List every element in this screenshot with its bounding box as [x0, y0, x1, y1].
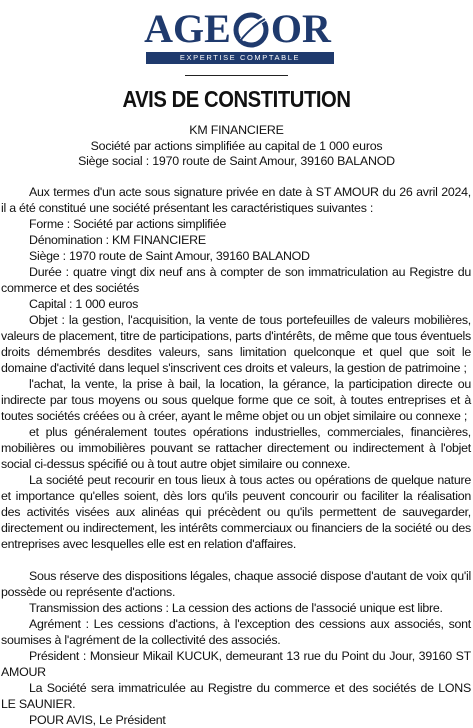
paragraph-registration: La Société sera immatriculée au Registre du commerce et des sociétés de LONS LE SAUNIER. [1, 681, 471, 711]
paragraph-transfer: Transmission des actions : La cession des actions de l'associé unique est libre. [29, 601, 443, 615]
paragraph-approval: Agrément : Les cessions d'actions, à l'exception des cessions aux associés, sont soumises à l'agrément de la collectivité des associés. [1, 617, 471, 647]
paragraph-duration: Durée : quatre vingt dix neuf ans à compter de son immatriculation au Registre du commerce et des sociétés [1, 265, 471, 295]
logo-tagline: EXPERTISE COMPTABLE [146, 52, 334, 64]
notice-title: AVIS DE CONSTITUTION [122, 86, 351, 112]
logo-word-right: OR [270, 6, 331, 51]
paragraph-form: Forme : Société par actions simplifiée [29, 217, 227, 231]
company-header [0, 123, 473, 170]
paragraph-intro: Aux termes d'un acte sous signature privée en date à ST AMOUR du 26 avril 2024, il a été constitué une société présentant les caractéristiques suivantes : [1, 185, 471, 215]
paragraph-object: Objet : la gestion, l'acquisition, la vente de tous portefeuilles de valeurs mobilières, valeurs de placement, titre de participations, parts d'intérêts, de même que tous éventuels droits démembrés desdites valeurs, sans limitation quelconque et quel que soit le domaine d'activité dans lequel s'inscrivent ces droits et valeurs, la gestion de patrimoine ; [1, 313, 472, 375]
paragraph-signature: POUR AVIS, Le Président [29, 713, 166, 727]
logo-word-left: AGE [144, 6, 231, 51]
paragraph-president: Président : Monsieur Mikail KUCUK, demeurant 13 rue du Point du Jour, 39160 ST AMOUR [1, 649, 471, 679]
paragraph-name: Dénomination : KM FINANCIERE [29, 233, 206, 247]
agecor-logo [140, 6, 335, 66]
paragraph-spacer [1, 552, 471, 568]
company-name: KM FINANCIERE [189, 123, 284, 137]
paragraph-object-3: et plus généralement toutes opérations industrielles, commerciales, financières, mobilières ou immobilières pouvant se rattacher directement ou indirectement à l'objet social ci-dessus spécifié ou à tout autre objet similaire ou connexe. [1, 425, 471, 471]
title-divider [185, 75, 288, 76]
logo-wordmark [140, 6, 335, 52]
paragraph-capital: Capital : 1 000 euros [29, 297, 139, 311]
paragraph-object-2: l'achat, la vente, la prise à bail, la location, la gérance, la participation directe ou indirecte par tous moyens ou sous quelque forme que ce soit, à toutes entreprises et à toutes sociétés créées ou à créer, ayant le même objet ou un objet similaire ou connexe ; [1, 377, 471, 423]
company-legal-form: Société par actions simplifiée au capital de 1 000 euros [90, 138, 383, 153]
notice-body [1, 184, 471, 728]
company-seat: Siège social : 1970 route de Saint Amour, 39160 BALANOD [78, 154, 395, 168]
logo-swirl-icon [232, 10, 270, 50]
paragraph-seat: Siège : 1970 route de Saint Amour, 39160 BALANOD [29, 249, 310, 263]
paragraph-object-4: La société peut recourir en tous lieux à tous actes ou opérations de quelque nature et importance qu'elles soient, dès lors qu'ils peuvent concourir ou faciliter la réalisation des activités visées aux alinéas qui précèdent ou qu'ils permettent de sauvegarder, directement ou indirectement, les intérêts commerciaux ou financiers de la société ou des entreprises avec lesquelles elle est en relation d'affaires. [1, 473, 471, 551]
paragraph-votes: Sous réserve des dispositions légales, chaque associé dispose d'autant de voix qu'il possède ou représente d'actions. [1, 569, 471, 599]
